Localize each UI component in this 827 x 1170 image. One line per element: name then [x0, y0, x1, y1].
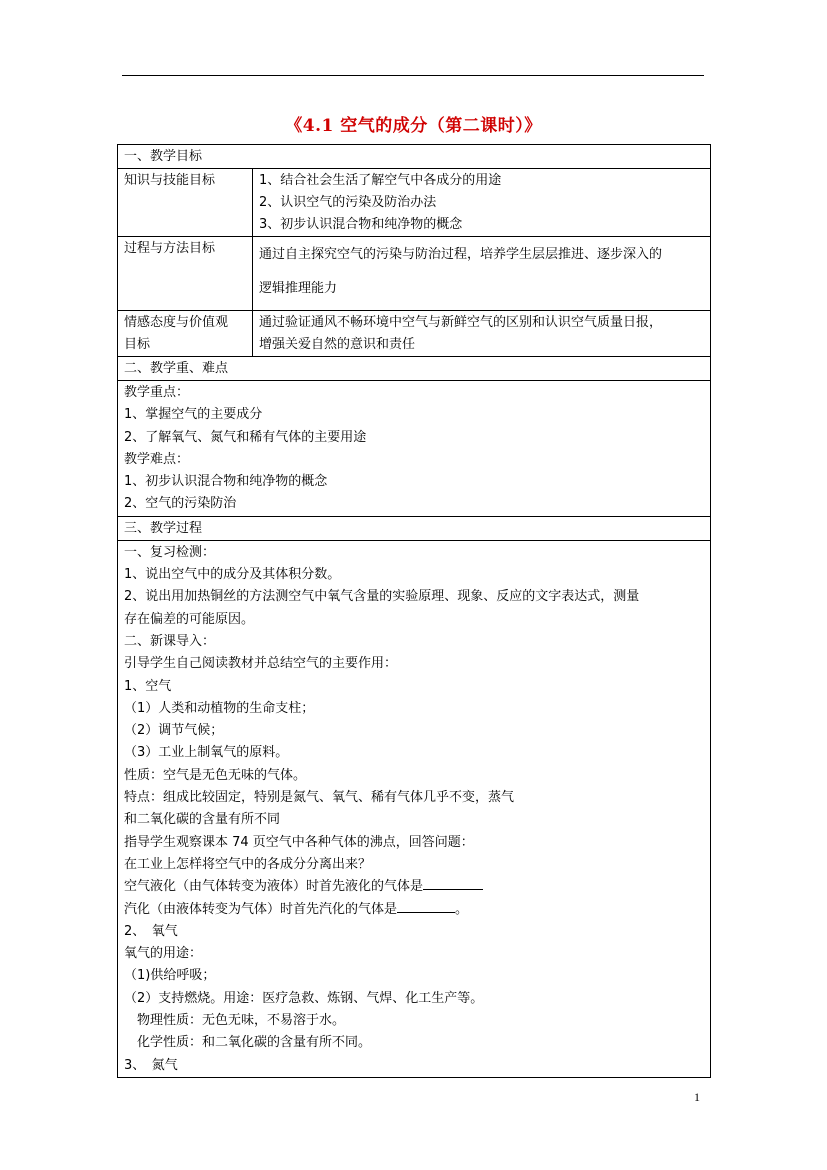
emotion-text	[253, 311, 711, 357]
process-body-line: 性质：空气是无色无味的气体。	[124, 767, 307, 783]
key-point-line: 教学难点：	[124, 451, 190, 467]
emotion-line: 增强关爱自然的意识和责任	[259, 337, 416, 352]
key-point-line: 1、初步认识混合物和纯净物的概念	[124, 474, 328, 490]
process-body-line: 2、 氧气	[124, 923, 178, 939]
fill-blank-text: 空气液化（由气体转变为液体）时首先液化的气体是	[124, 879, 424, 895]
process-body-line: （1）人类和动植物的生命支柱；	[124, 700, 315, 716]
knowledge-item: 1、结合社会生活了解空气中各成分的用途	[259, 173, 502, 188]
answer-blank[interactable]	[423, 877, 483, 890]
process-text	[253, 237, 711, 311]
process-body-line: 氧气的用途：	[124, 946, 203, 962]
process-line: 逻辑推理能力	[259, 281, 338, 296]
process-body-line: 一、复习检测：	[124, 544, 216, 560]
process-body-line: 1、说出空气中的成分及其体积分数。	[124, 567, 341, 583]
emotion-label	[118, 311, 253, 357]
process-body-line: 1、空气	[124, 678, 172, 694]
key-point-line: 教学重点：	[124, 385, 190, 400]
process-body-line: 化学性质：和二氧化碳的含量有所不同。	[124, 1035, 372, 1051]
fill-blank-line-1	[124, 876, 704, 898]
process-body-line: （3）工业上制氧气的原料。	[124, 745, 289, 761]
process-body-line: （2）调节气候；	[124, 723, 224, 739]
process-label: 过程与方法目标	[118, 237, 253, 311]
section-heading-process: 三、教学过程	[118, 516, 711, 540]
knowledge-items	[253, 169, 711, 237]
process-body-line: 物理性质：无色无味，不易溶于水。	[124, 1013, 346, 1029]
process-body-line: 在工业上怎样将空气中的各成分分离出来？	[124, 856, 372, 872]
process-body-line: 和二氧化碳的含量有所不同	[124, 812, 281, 828]
knowledge-item: 2、认识空气的污染及防治办法	[259, 195, 437, 210]
section-heading-objectives: 一、教学目标	[118, 145, 711, 169]
emotion-label-line: 情感态度与价值观	[124, 315, 229, 330]
knowledge-item: 3、初步认识混合物和纯净物的概念	[259, 217, 463, 232]
lesson-plan-table	[117, 144, 711, 1078]
header-rule	[122, 75, 704, 76]
emotion-line: 通过验证通风不畅环境中空气与新鲜空气的区别和认识空气质量日报，	[259, 315, 663, 330]
process-body-line: 2、说出用加热铜丝的方法测空气中氧气含量的实验原理、现象、反应的文字表达式，测量	[124, 589, 640, 605]
page-number: 1	[694, 1090, 700, 1104]
key-point-line: 1、掌握空气的主要成分	[124, 407, 263, 423]
key-points-body	[118, 381, 711, 517]
fill-blank-line-2	[124, 899, 704, 921]
knowledge-label: 知识与技能目标	[118, 169, 253, 237]
answer-blank[interactable]	[397, 900, 455, 913]
emotion-label-line: 目标	[124, 337, 151, 352]
process-body-line: 3、 氮气	[124, 1057, 178, 1073]
process-body-line: （2）支持燃烧。用途：医疗急救、炼钢、气焊、化工生产等。	[124, 990, 484, 1006]
section-heading-key-points: 二、教学重、难点	[118, 357, 711, 381]
document-title: 《4.1 空气的成分（第二课时）》	[285, 116, 542, 136]
fill-blank-text: 汽化（由液体转变为气体）时首先汽化的气体是	[124, 901, 398, 917]
process-body-line: 引导学生自己阅读教材并总结空气的主要作用：	[124, 656, 398, 672]
fill-blank-end: 。	[455, 901, 469, 917]
process-body-line: （1)供给呼吸；	[124, 968, 216, 984]
process-body-line: 二、新课导入：	[124, 633, 216, 649]
process-line: 通过自主探究空气的污染与防治过程，培养学生层层推进、逐步深入的	[259, 247, 663, 262]
process-body-line: 存在偏差的可能原因。	[124, 611, 255, 627]
process-body-line: 指导学生观察课本 74 页空气中各种气体的沸点，回答问题：	[124, 834, 474, 850]
key-point-line: 2、了解氧气、氮气和稀有气体的主要用途	[124, 429, 367, 445]
key-point-line: 2、空气的污染防治	[124, 496, 237, 512]
teaching-process-body	[118, 540, 711, 1077]
process-body-line: 特点：组成比较固定，特别是氮气、氧气、稀有气体几乎不变，蒸气	[124, 790, 515, 806]
